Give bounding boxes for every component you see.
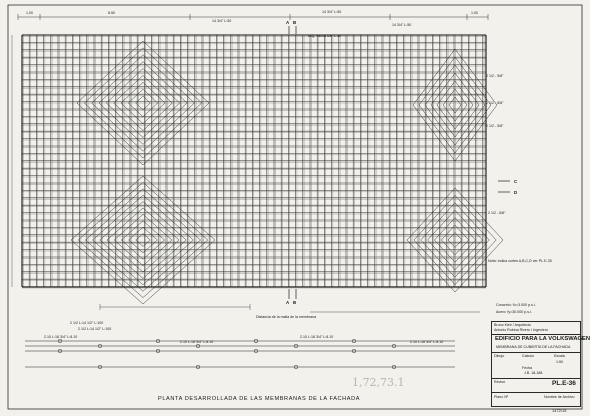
note-right: Nota: Indica cortes A,B,C,D ver PL.E-35 (488, 259, 552, 263)
label-fecha: Fecha (522, 366, 532, 370)
rebar-label: 2.10 L:18 3/4" L:8.10 (180, 340, 214, 344)
lower-note: 2 1/2 L:14 1/2" L:100 (70, 321, 104, 325)
label-plano: Plano Nº (494, 395, 509, 399)
label-calculo: Calculo (522, 354, 534, 358)
cable-note: 2 1/2 - 5/8" (486, 124, 504, 128)
scale-value: 1:50 (556, 360, 563, 364)
rebar-label: 2.10 L:18 3/4" L:8.10 (410, 340, 444, 344)
cable-note: 2 1/2 - 5/8" (486, 74, 504, 78)
dim-label: 1.00 (471, 11, 478, 15)
page-title: PLANTA DESARROLLADA DE LAS MEMBRANAS DE LA FACHADA (158, 396, 361, 402)
note-top: Ang. varilla 3/8" L:10 (308, 34, 342, 38)
rebar-schedule-lines (25, 304, 480, 369)
steel-spec: Acero: fy=30.000 p.s.i. (496, 310, 532, 314)
top-dimension-line (18, 14, 488, 20)
margin-note: 1472/15 (552, 408, 567, 413)
rebar-label: 2.10 L:18 3/4" L:8.10 (44, 335, 78, 339)
lower-note: 2 1/2 L:14 1/2" L:100 (78, 327, 112, 331)
dim-label: 8.50 (108, 11, 115, 15)
label-reviso: Revisó (494, 380, 505, 384)
project-name: EDIFICIO PARA LA VOLKSWAGEN (495, 336, 590, 342)
label-escala: Escala (554, 354, 565, 358)
author-name: Bruno Kleir / Arquitecto (494, 323, 531, 327)
sheet-number: PL.E-36 (552, 380, 576, 387)
label-nombre: Nombre de Archivo (544, 395, 575, 399)
concrete-spec: Concreto: f'c=3.000 p.s.i. (496, 303, 536, 307)
dim-label: 14 3/4" L:50 (212, 19, 232, 23)
cable-note: 2 1/2 - 5/8" (486, 101, 504, 105)
label-dibujo: Dibujo (494, 354, 505, 358)
section-mark-b-bottom: B (293, 300, 297, 305)
date-value: J.B. 18-188 (524, 371, 543, 375)
title-block (491, 321, 590, 407)
cable-note: 2 1/2 - 5/8" (488, 211, 506, 215)
stamp-number: 1,72,73.1 (352, 376, 405, 389)
section-mark-a-bottom: A (286, 300, 290, 305)
section-mark-a: A (286, 20, 290, 25)
dim-label: 1.00 (26, 11, 33, 15)
dim-label: 14 3/4" L:50 (392, 23, 412, 27)
rebar-label: 2.10 L:18 3/4" L:8.10 (300, 335, 334, 339)
section-mark-d: D (514, 190, 518, 195)
section-mark-c: C (514, 179, 518, 184)
dim-label: 14 3/4" L:50 (322, 10, 342, 14)
author-name: Antonio Rubina Rivero / Ingeniero (494, 328, 548, 332)
sheet-description: MEMBRANA DE CUBIERTA DE LA FACHADA (496, 345, 571, 349)
section-mark-b: B (293, 20, 297, 25)
membrane-gap-note: Distancia de la malla de la membrana (256, 315, 317, 319)
